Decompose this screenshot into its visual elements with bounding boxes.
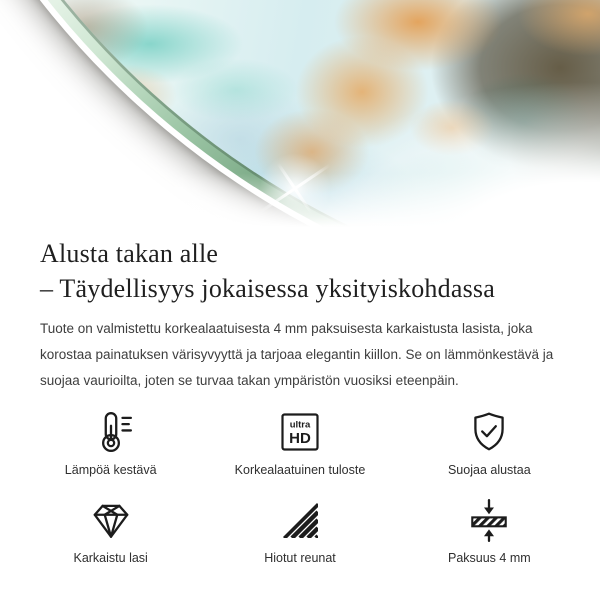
product-image [0,0,600,234]
feature-label: Paksuus 4 mm [447,551,531,565]
feature-tempered-glass [16,496,205,566]
sparkle-highlight [253,147,337,231]
page-title [40,236,560,306]
feature-label: Suojaa alustaa [447,463,531,477]
svg-text:HD: HD [289,430,311,447]
features-grid [16,408,584,566]
feature-label: Lämpöä kestävä [64,463,157,477]
svg-text:ultra: ultra [289,419,311,431]
product-description: Tuote on valmistettu korkealaatuisesta 4 mm paksuisesta karkaistusta lasista, joka korostaa painatuksen värisyvyyttä ja tarjoaa elegantin kiillon. Se on lämmönkestävä ja suojaa vaurioilta, joten se turvaa takan ympäristön vuosiksi eteenpäin. [40,321,554,388]
polished-edges-icon [278,496,322,544]
thermometer-icon [88,408,134,456]
page-title-line2: – Täydellisyys jokaisessa yksityiskohdassa [40,274,495,303]
thickness-icon [466,496,512,544]
shield-check-icon [466,408,512,456]
feature-thickness [395,496,584,566]
ultra-hd-icon [278,408,322,456]
feature-protects-base [395,408,584,478]
feature-polished-edges [205,496,394,566]
feature-label: Karkaistu lasi [73,551,148,565]
diamond-icon [88,496,134,544]
product-info-section [0,236,600,566]
page-title-line1: Alusta takan alle [40,239,219,268]
feature-heat-resistant [16,408,205,478]
feature-label: Korkealaatuinen tuloste [234,463,366,477]
feature-high-quality-print [205,408,394,478]
feature-label: Hiotut reunat [264,551,336,565]
